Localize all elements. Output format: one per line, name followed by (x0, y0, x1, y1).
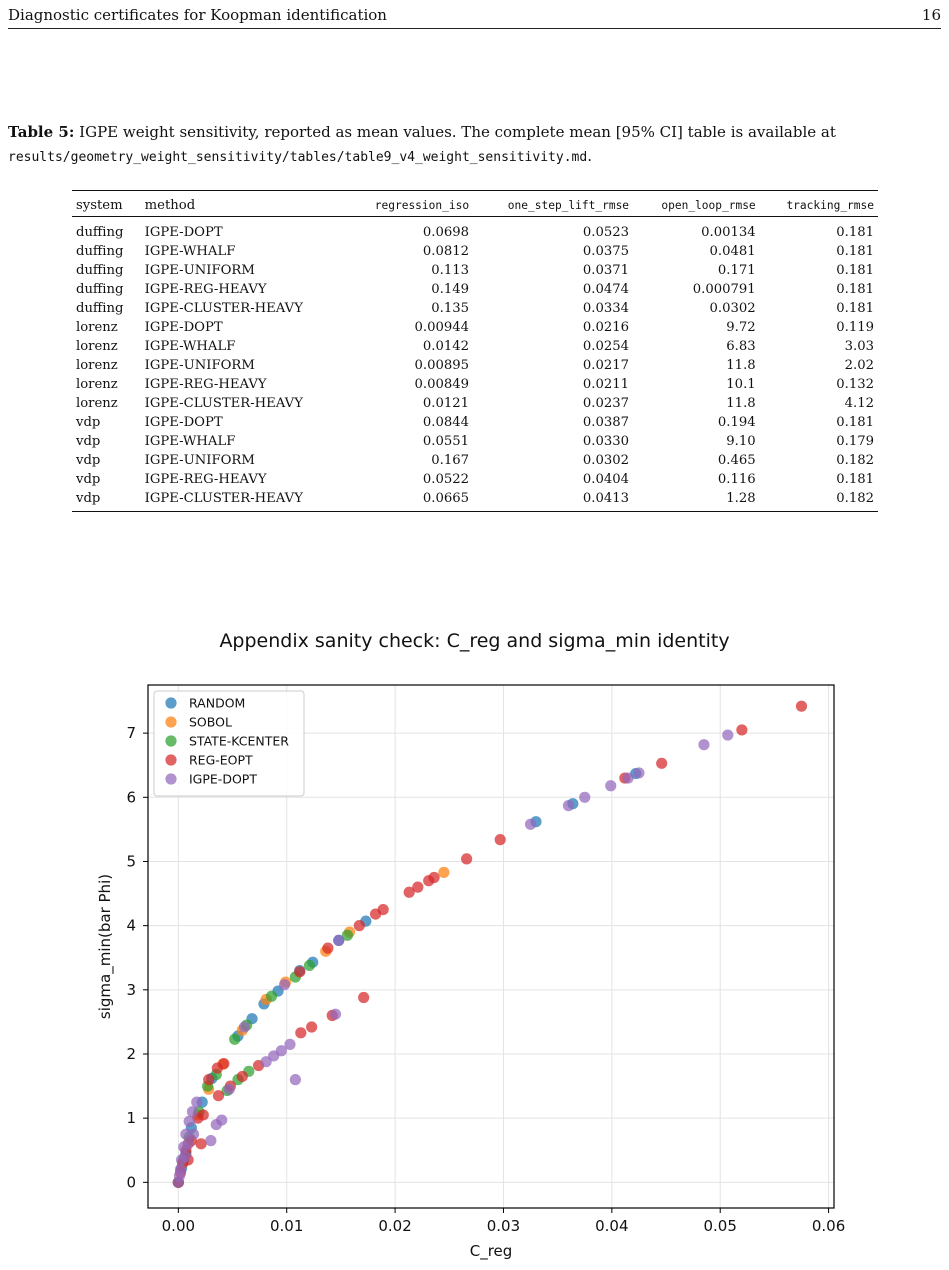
x-tick-label: 0.03 (486, 1217, 521, 1235)
data-point (196, 1138, 207, 1149)
data-point (605, 780, 616, 791)
legend-label: IGPE-DOPT (189, 771, 257, 787)
data-point (796, 701, 807, 712)
cell-method: IGPE-REG-HEAVY (144, 377, 267, 392)
cell-open-loop-rmse: 0.171 (717, 263, 756, 278)
data-point (579, 792, 590, 803)
cell-system: lorenz (76, 377, 118, 392)
cell-open-loop-rmse: 0.0481 (709, 244, 756, 259)
cell-tracking-rmse: 0.132 (836, 377, 874, 392)
data-point (188, 1129, 199, 1140)
legend-marker (165, 716, 176, 727)
cell-system: vdp (76, 415, 101, 430)
table-caption (8, 120, 943, 170)
cell-method: IGPE-WHALF (144, 244, 236, 259)
y-axis-label: sigma_min(bar Phi) (96, 873, 114, 1020)
table-body (72, 217, 878, 512)
legend-marker (165, 697, 176, 708)
table-header-row (72, 191, 878, 217)
table-row (72, 318, 878, 337)
data-point (284, 1039, 295, 1050)
cell-open-loop-rmse: 0.0302 (709, 301, 756, 316)
data-point (198, 1109, 209, 1120)
cell-method: IGPE-CLUSTER-HEAVY (141, 489, 347, 512)
cell-one-step-lift-rmse: 0.0474 (582, 282, 630, 297)
cell-tracking-rmse: 0.181 (836, 472, 874, 487)
header-regression-iso: regression_iso (346, 191, 473, 217)
data-point (633, 767, 644, 778)
chart-title: Appendix sanity check: C_reg and sigma_min identity (219, 630, 730, 652)
cell-system: vdp (72, 489, 141, 512)
data-point (187, 1106, 198, 1117)
cell-regression-iso: 0.00849 (414, 377, 470, 392)
legend-marker (165, 735, 176, 746)
data-point (224, 1084, 235, 1095)
cell-tracking-rmse: 4.12 (844, 396, 874, 411)
header-open-loop-rmse: open_loop_rmse (633, 191, 760, 217)
cell-method: IGPE-WHALF (144, 339, 236, 354)
cell-tracking-rmse: 0.181 (836, 301, 874, 316)
results-table (72, 190, 878, 512)
cell-open-loop-rmse: 11.8 (726, 358, 756, 373)
cell-regression-iso: 0.00895 (414, 358, 470, 373)
cell-regression-iso: 0.149 (431, 282, 470, 297)
caption-label: Table 5: (8, 123, 75, 141)
cell-system: duffing (76, 244, 124, 259)
data-point (175, 1164, 186, 1175)
data-point (182, 1138, 193, 1149)
header-method: method (141, 191, 347, 217)
data-point (205, 1135, 216, 1146)
table-row (72, 394, 878, 413)
cell-system: vdp (76, 453, 101, 468)
x-tick-label: 0.04 (595, 1217, 629, 1235)
cell-one-step-lift-rmse: 0.0211 (582, 377, 630, 392)
data-point (306, 1021, 317, 1032)
data-point (736, 724, 747, 735)
data-point (191, 1097, 202, 1108)
legend-label: SOBOL (189, 714, 232, 730)
data-point (656, 758, 667, 769)
x-tick-label: 0.06 (811, 1217, 846, 1235)
data-point (495, 834, 506, 845)
cell-regression-iso: 0.135 (431, 301, 470, 316)
data-point (290, 1074, 301, 1085)
cell-system: duffing (76, 282, 124, 297)
y-tick-label: 5 (126, 852, 136, 871)
y-tick-label: 7 (126, 724, 136, 743)
data-point (203, 1074, 214, 1085)
legend-label: REG-EOPT (189, 752, 253, 768)
data-point (330, 1009, 341, 1020)
caption-text: IGPE weight sensitivity, reported as mean values. The complete mean [95% CI] table is available at (79, 123, 836, 141)
legend-marker (165, 754, 176, 765)
data-point (322, 943, 333, 954)
caption-end: . (587, 147, 592, 165)
cell-tracking-rmse: 0.181 (836, 225, 874, 240)
cell-one-step-lift-rmse: 0.0375 (582, 244, 630, 259)
table-row (72, 489, 878, 512)
cell-system: vdp (76, 472, 101, 487)
data-point (429, 872, 440, 883)
cell-system: duffing (76, 301, 124, 316)
cell-system: lorenz (76, 339, 118, 354)
cell-one-step-lift-rmse: 0.0302 (582, 453, 630, 468)
cell-system: lorenz (76, 320, 118, 335)
cell-tracking-rmse: 0.181 (836, 244, 874, 259)
data-point (229, 1034, 240, 1045)
cell-tracking-rmse: 0.182 (760, 489, 878, 512)
page-number: 16 (921, 6, 941, 24)
data-point (239, 1021, 250, 1032)
cell-one-step-lift-rmse: 0.0237 (582, 396, 630, 411)
cell-method: IGPE-CLUSTER-HEAVY (144, 301, 303, 316)
data-point (698, 739, 709, 750)
cell-tracking-rmse: 0.181 (836, 415, 874, 430)
caption-path: results/geometry_weight_sensitivity/tables/table9_v4_weight_sensitivity.md (8, 150, 588, 165)
x-tick-label: 0.05 (703, 1217, 737, 1235)
data-point (213, 1090, 224, 1101)
cell-tracking-rmse: 0.119 (836, 320, 874, 335)
cell-open-loop-rmse: 0.00134 (701, 225, 756, 240)
legend-marker (165, 773, 176, 784)
table-row (72, 261, 878, 280)
cell-system: lorenz (76, 396, 118, 411)
data-point (461, 853, 472, 864)
cell-one-step-lift-rmse: 0.0371 (582, 263, 630, 278)
data-point (378, 904, 389, 915)
cell-method: IGPE-UNIFORM (144, 358, 255, 373)
cell-tracking-rmse: 0.181 (836, 282, 874, 297)
cell-system: lorenz (76, 358, 118, 373)
cell-regression-iso: 0.0522 (422, 472, 470, 487)
cell-open-loop-rmse: 0.194 (717, 415, 756, 430)
table-row (72, 217, 878, 243)
cell-one-step-lift-rmse: 0.0330 (582, 434, 630, 449)
data-point (412, 882, 423, 893)
cell-one-step-lift-rmse: 0.0404 (582, 472, 630, 487)
table-row (72, 375, 878, 394)
cell-method: IGPE-UNIFORM (144, 263, 255, 278)
table-row (72, 413, 878, 432)
table-row (72, 280, 878, 299)
x-tick-label: 0.00 (161, 1217, 196, 1235)
legend-label: STATE-KCENTER (189, 733, 289, 749)
cell-one-step-lift-rmse: 0.0334 (582, 301, 630, 316)
cell-regression-iso: 0.0551 (422, 434, 470, 449)
data-point (438, 867, 449, 878)
cell-open-loop-rmse: 0.000791 (692, 282, 756, 297)
x-axis-label: C_reg (469, 1242, 513, 1260)
header-system: system (72, 191, 141, 217)
table-row (72, 356, 878, 375)
cell-one-step-lift-rmse: 0.0217 (582, 358, 630, 373)
cell-system: duffing (76, 263, 124, 278)
cell-method: IGPE-REG-HEAVY (144, 282, 267, 297)
data-point (295, 1027, 306, 1038)
data-point (563, 800, 574, 811)
cell-one-step-lift-rmse: 0.0387 (582, 415, 630, 430)
table-row (72, 432, 878, 451)
data-point (333, 935, 344, 946)
cell-regression-iso: 0.167 (431, 453, 470, 468)
data-point (266, 991, 277, 1002)
cell-open-loop-rmse: 0.465 (717, 453, 756, 468)
data-point (237, 1071, 248, 1082)
table-row (72, 299, 878, 318)
cell-method: IGPE-REG-HEAVY (144, 472, 267, 487)
y-tick-label: 6 (126, 788, 136, 807)
header-one-step-lift-rmse: one_step_lift_rmse (473, 191, 633, 217)
cell-one-step-lift-rmse: 0.0413 (473, 489, 633, 512)
legend-label: RANDOM (189, 695, 246, 711)
cell-open-loop-rmse: 1.28 (633, 489, 760, 512)
table-row (72, 451, 878, 470)
running-header (8, 4, 941, 29)
data-point (216, 1114, 227, 1125)
cell-one-step-lift-rmse: 0.0523 (582, 225, 630, 240)
data-point (722, 729, 733, 740)
cell-regression-iso: 0.0142 (422, 339, 470, 354)
running-title: Diagnostic certificates for Koopman identification (8, 6, 387, 24)
y-tick-label: 4 (126, 916, 136, 935)
cell-tracking-rmse: 3.03 (844, 339, 874, 354)
cell-method: IGPE-UNIFORM (144, 453, 255, 468)
data-point (179, 1151, 190, 1162)
cell-regression-iso: 0.0121 (422, 396, 470, 411)
cell-open-loop-rmse: 9.10 (726, 434, 756, 449)
cell-tracking-rmse: 0.179 (836, 434, 874, 449)
data-point (294, 966, 305, 977)
table-row (72, 470, 878, 489)
data-point (622, 772, 633, 783)
cell-open-loop-rmse: 9.72 (726, 320, 756, 335)
y-tick-label: 1 (126, 1109, 136, 1128)
data-point (279, 979, 290, 990)
cell-regression-iso: 0.0812 (422, 244, 470, 259)
data-point (218, 1058, 229, 1069)
data-point (304, 960, 315, 971)
data-point (354, 920, 365, 931)
cell-tracking-rmse: 0.181 (836, 263, 874, 278)
data-point (184, 1116, 195, 1127)
cell-method: IGPE-DOPT (144, 225, 223, 240)
cell-tracking-rmse: 0.182 (836, 453, 874, 468)
cell-open-loop-rmse: 0.116 (717, 472, 756, 487)
cell-open-loop-rmse: 10.1 (726, 377, 756, 392)
cell-method: IGPE-DOPT (144, 415, 223, 430)
cell-system: duffing (76, 225, 124, 240)
cell-one-step-lift-rmse: 0.0216 (582, 320, 630, 335)
cell-system: vdp (76, 434, 101, 449)
cell-regression-iso: 0.113 (431, 263, 470, 278)
x-tick-label: 0.01 (270, 1217, 304, 1235)
cell-regression-iso: 0.00944 (414, 320, 470, 335)
data-point (525, 819, 536, 830)
scatter-chart (0, 660, 949, 1270)
x-tick-label: 0.02 (378, 1217, 412, 1235)
cell-regression-iso: 0.0665 (346, 489, 473, 512)
cell-open-loop-rmse: 6.83 (726, 339, 756, 354)
cell-one-step-lift-rmse: 0.0254 (582, 339, 630, 354)
table-row (72, 242, 878, 261)
cell-open-loop-rmse: 11.8 (726, 396, 756, 411)
cell-regression-iso: 0.0844 (422, 415, 470, 430)
cell-tracking-rmse: 2.02 (844, 358, 874, 373)
table-row (72, 337, 878, 356)
cell-method: IGPE-CLUSTER-HEAVY (144, 396, 303, 411)
y-tick-label: 2 (126, 1044, 136, 1063)
y-tick-label: 0 (126, 1173, 136, 1192)
cell-method: IGPE-WHALF (144, 434, 236, 449)
cell-method: IGPE-DOPT (144, 320, 223, 335)
header-tracking-rmse: tracking_rmse (760, 191, 878, 217)
cell-regression-iso: 0.0698 (422, 225, 470, 240)
data-point (358, 992, 369, 1003)
y-tick-label: 3 (126, 980, 136, 999)
